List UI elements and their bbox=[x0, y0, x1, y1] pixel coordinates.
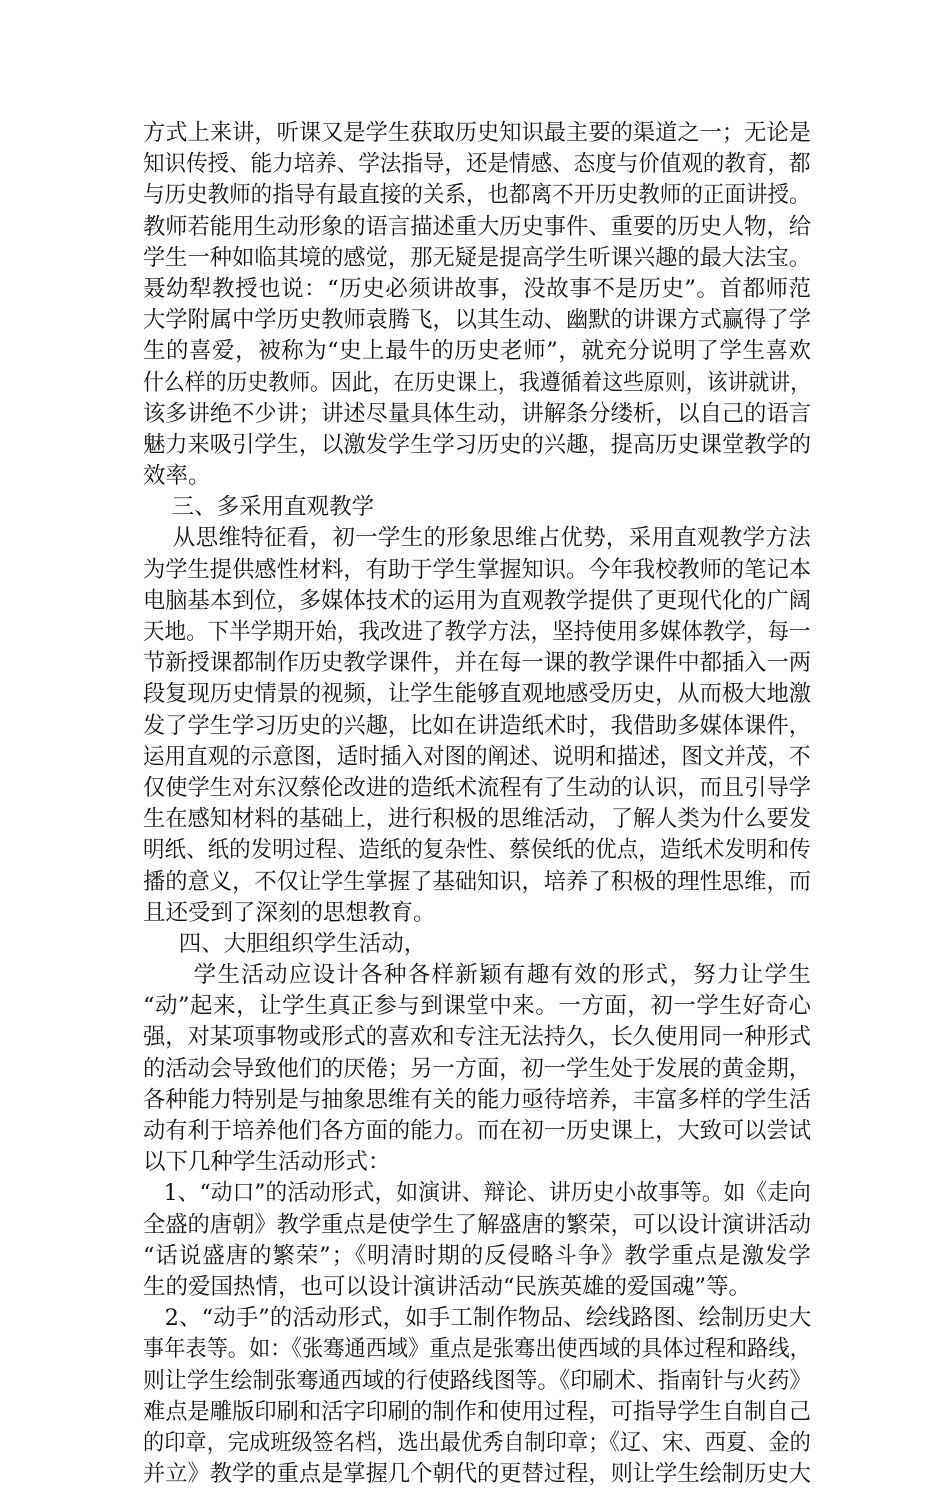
document-body bbox=[143, 118, 811, 1490]
text-line: 大学附属中学历史教师袁腾飞，以其生动、幽默的讲课方式赢得了学 bbox=[143, 307, 811, 334]
text-line: 1、“动口”的活动形式，如演讲、辩论、讲历史小故事等。如《走向 bbox=[143, 1180, 811, 1207]
text-line: 学生活动应设计各种各样新颖有趣有效的形式，努力让学生 bbox=[143, 962, 813, 989]
text-line: 的活动会导致他们的厌倦；另一方面，初一学生处于发展的黄金期， bbox=[143, 1055, 811, 1082]
text-line: 学生一种如临其境的感觉，那无疑是提高学生听课兴趣的最大法宝。 bbox=[143, 244, 811, 271]
text-line: 聂幼犁教授也说：“历史必须讲故事，没故事不是历史”。首都师范 bbox=[143, 275, 812, 302]
text-line: 各种能力特别是与抽象思维有关的能力亟待培养，丰富多样的学生活 bbox=[143, 1086, 811, 1113]
text-line: 什么样的历史教师。因此，在历史课上，我遵循着这些原则，该讲就讲， bbox=[143, 369, 812, 396]
text-line: 难点是雕版印刷和活字印刷的制作和使用过程，可指导学生自制自己 bbox=[143, 1398, 811, 1425]
text-line: 生的爱国热情，也可以设计演讲活动“民族英雄的爱国魂”等。 bbox=[143, 1273, 752, 1300]
text-line: 并立》教学的重点是掌握几个朝代的更替过程，则让学生绘制历史大 bbox=[143, 1461, 811, 1488]
text-line: 天地。下半学期开始，我改进了教学方法，坚持使用多媒体教学，每一 bbox=[143, 619, 811, 645]
text-line: 教师若能用生动形象的语言描述重大历史事件、重要的历史人物，给 bbox=[143, 213, 811, 240]
text-line: 明纸、纸的发明过程、造纸的复杂性、蔡侯纸的优点，造纸术发明和传 bbox=[143, 837, 811, 864]
text-line: 播的意义，不仅让学生掌握了基础知识，培养了积极的理性思维，而 bbox=[143, 868, 811, 895]
text-line: 节新授课都制作历史教学课件，并在每一课的教学课件中都插入一两 bbox=[143, 650, 811, 677]
text-line: 运用直观的示意图，适时插入对图的阐述、说明和描述，图文并茂，不 bbox=[143, 743, 811, 770]
text-line: 与历史教师的指导有最直接的关系，也都离不开历史教师的正面讲授。 bbox=[143, 182, 811, 209]
text-line: 该多讲绝不少讲；讲述尽量具体生动，讲解条分缕析，以自己的语言 bbox=[143, 400, 811, 427]
text-line: 三、多采用直观教学 bbox=[143, 494, 375, 521]
text-line: 发了学生学习历史的兴趣，比如在讲造纸术时，我借助多媒体课件， bbox=[143, 712, 811, 739]
text-line: 且还受到了深刻的思想教育。 bbox=[143, 899, 436, 926]
text-line: 魅力来吸引学生，以激发学生学习历史的兴趣，提高历史课堂教学的 bbox=[143, 431, 811, 458]
text-line: 的印章，完成班级签名档，选出最优秀自制印章；《辽、宋、西夏、金的 bbox=[143, 1429, 811, 1456]
text-line: 生的喜爱，被称为“史上最牛的历史老师”，就充分说明了学生喜欢 bbox=[143, 338, 812, 365]
text-line: 从思维特征看，初一学生的形象思维占优势，采用直观教学方法 bbox=[143, 525, 811, 552]
text-line: 知识传授、能力培养、学法指导，还是情感、态度与价值观的教育，都 bbox=[143, 151, 811, 178]
text-line: 强，对某项事物或形式的喜欢和专注无法持久，长久使用同一种形式 bbox=[143, 1024, 811, 1051]
text-line: 仅使学生对东汉蔡伦改进的造纸术流程有了生动的认识，而且引导学 bbox=[143, 774, 811, 801]
text-line: 效率。 bbox=[143, 463, 211, 490]
text-line: 全盛的唐朝》教学重点是使学生了解盛唐的繁荣，可以设计演讲活动 bbox=[143, 1211, 811, 1238]
text-line: 事年表等。如：《张骞通西域》重点是张骞出使西域的具体过程和路线， bbox=[143, 1336, 811, 1363]
text-line: 生在感知材料的基础上，进行积极的思维活动，了解人类为什么要发 bbox=[143, 806, 811, 833]
text-line: 四、大胆组织学生活动， bbox=[143, 930, 427, 957]
text-line: 段复现历史情景的视频，让学生能够直观地感受历史，从而极大地激 bbox=[143, 681, 811, 708]
text-line: “动”起来，让学生真正参与到课堂中来。一方面，初一学生好奇心 bbox=[143, 993, 812, 1020]
text-line: 则让学生绘制张骞通西域的行使路线图等。《印刷术、指南针与火药》 bbox=[143, 1367, 812, 1394]
text-line: 方式上来讲，听课又是学生获取历史知识最主要的渠道之一；无论是 bbox=[143, 120, 811, 146]
text-line: 为学生提供感性材料，有助于学生掌握知识。今年我校教师的笔记本 bbox=[143, 556, 811, 583]
text-line: 2、“动手”的活动形式，如手工制作物品、绘线路图、绘制历史大 bbox=[143, 1305, 812, 1332]
text-line: “话说盛唐的繁荣”；《明清时期的反侵略斗争》教学重点是激发学 bbox=[143, 1242, 812, 1269]
text-line: 以下几种学生活动形式： bbox=[143, 1149, 391, 1176]
text-line: 电脑基本到位，多媒体技术的运用为直观教学提供了更现代化的广阔 bbox=[143, 587, 811, 614]
text-line: 动有利于培养他们各方面的能力。而在初一历史课上，大致可以尝试 bbox=[143, 1118, 811, 1144]
